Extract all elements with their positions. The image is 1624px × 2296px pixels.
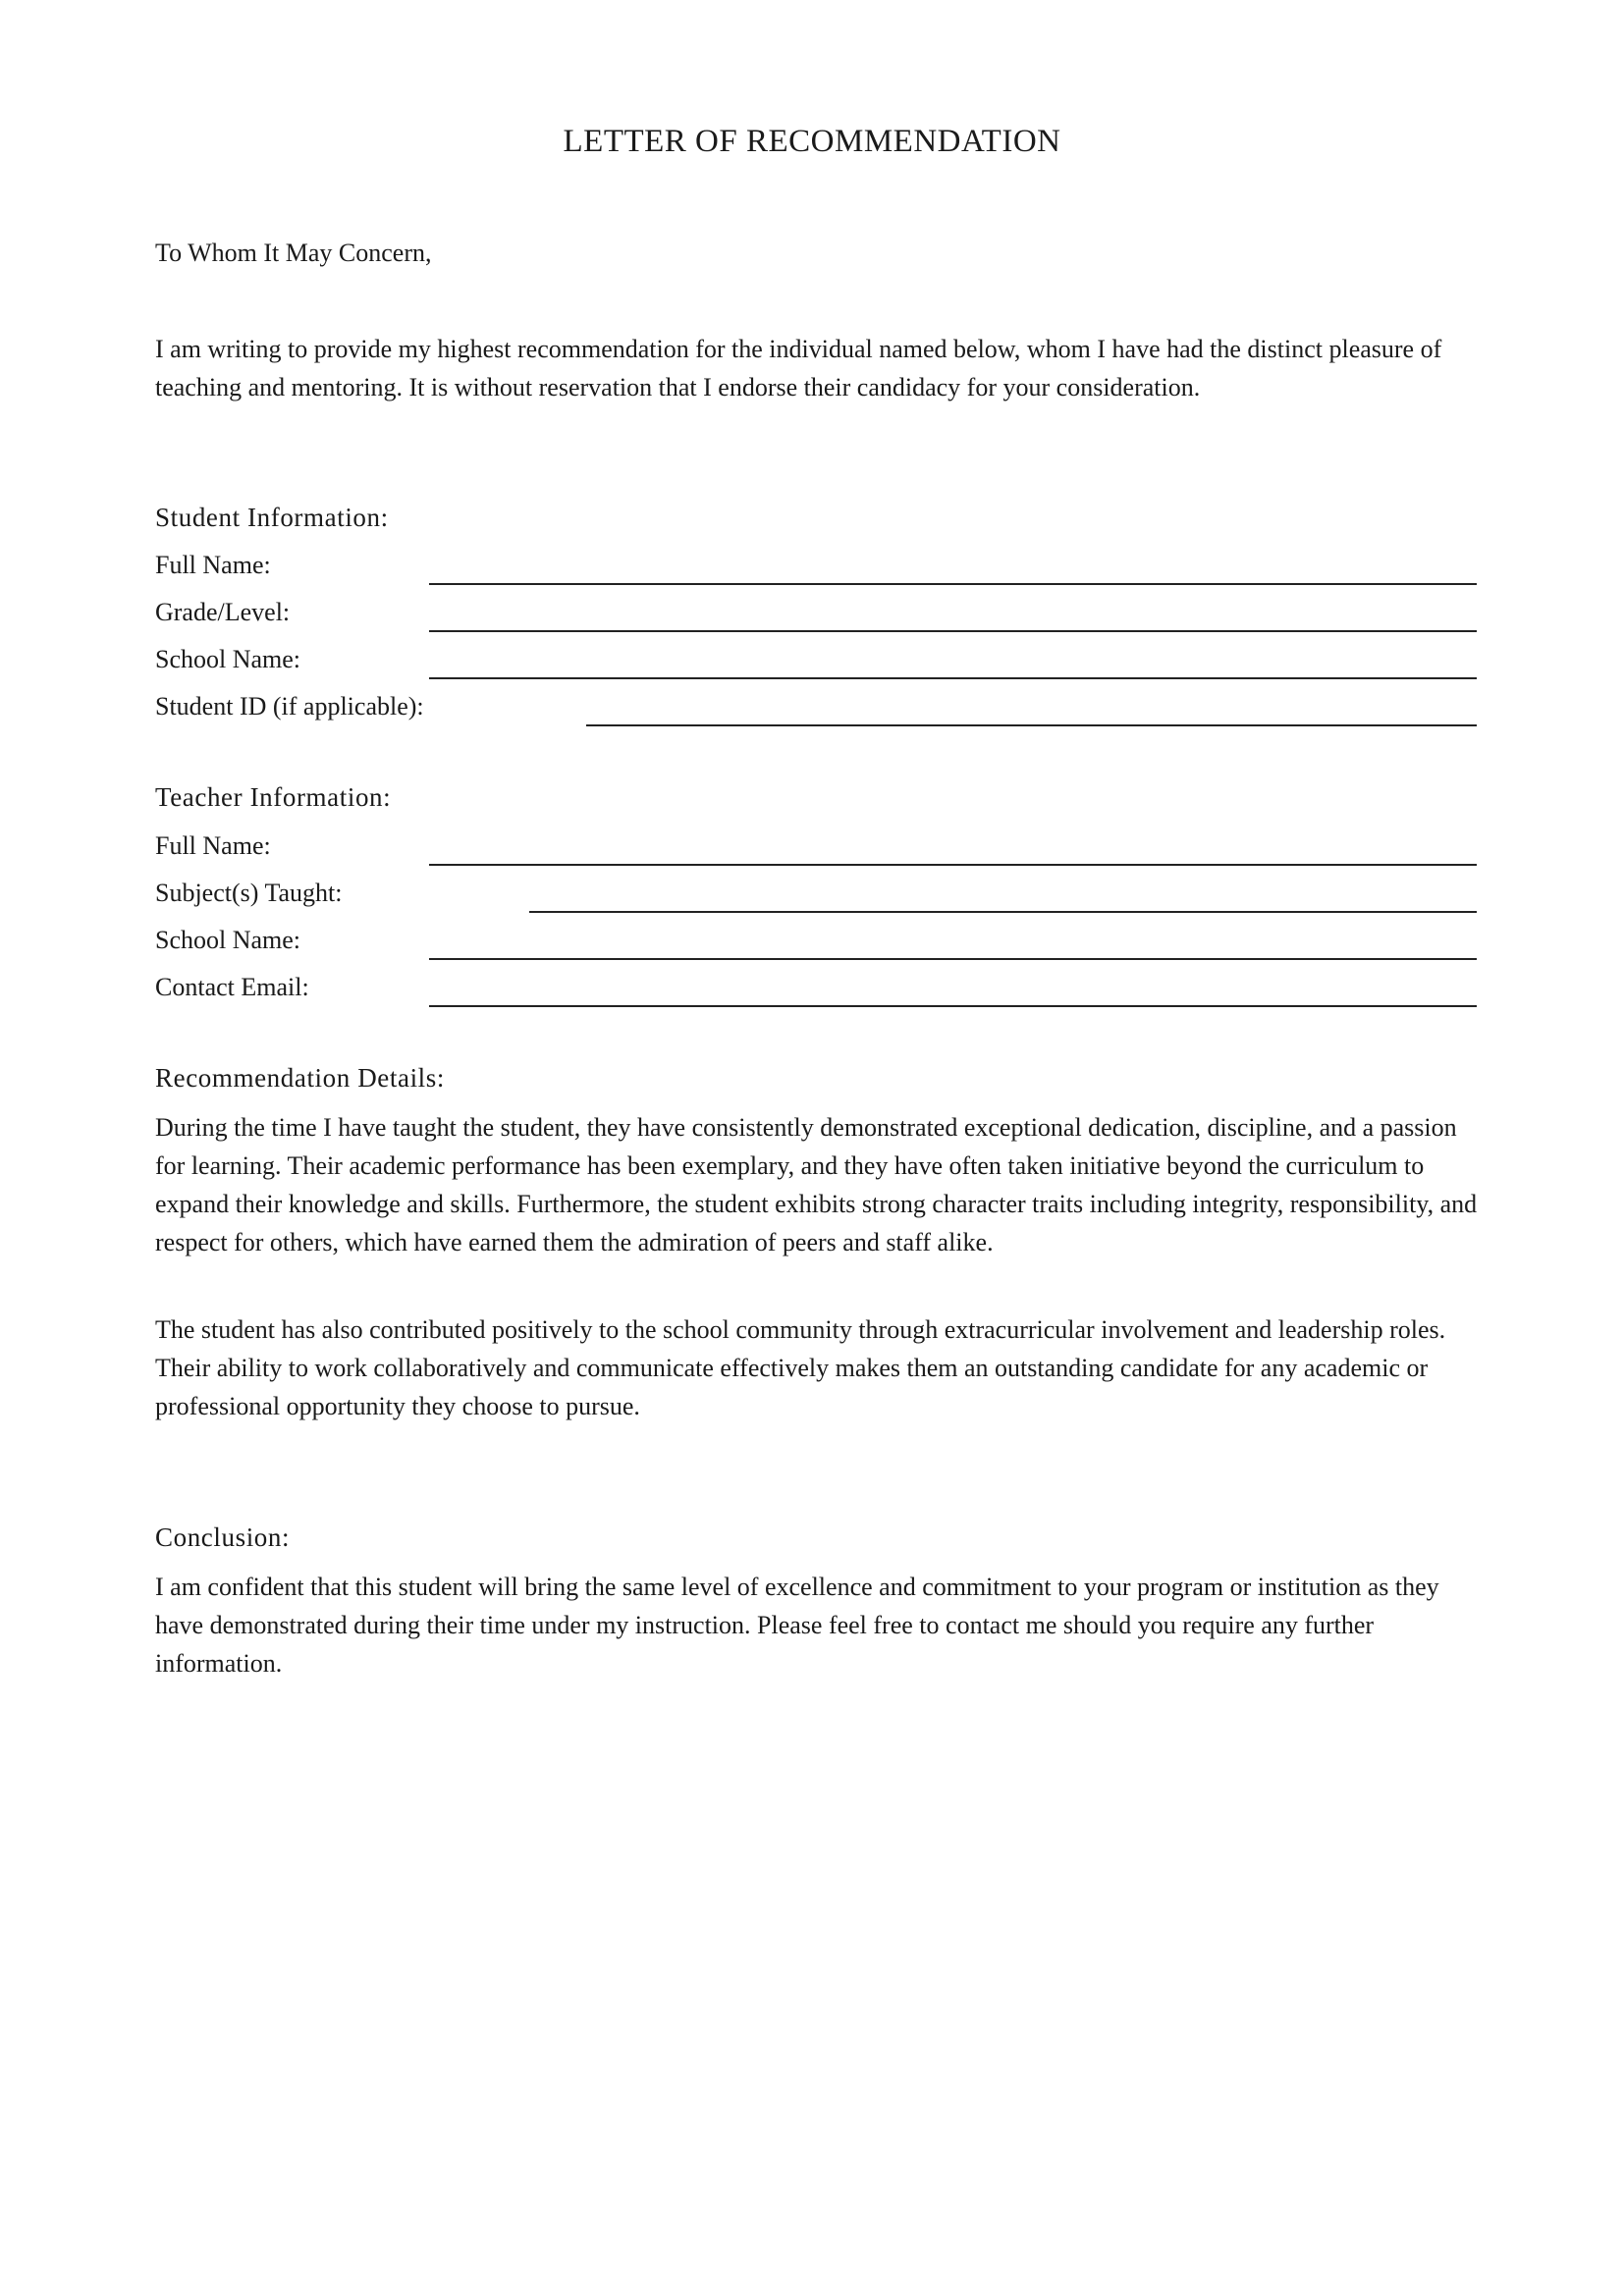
- field-label: Full Name:: [155, 831, 271, 860]
- conclusion-paragraph: I am confident that this student will bring the same level of excellence and commitment to your program or institution as they have demonstrated during their time under my instruction. Please feel free to contact me should you require any further information.: [155, 1573, 1439, 1678]
- field-label: Student ID (if applicable):: [155, 692, 424, 721]
- student-grade-line[interactable]: [429, 630, 1477, 632]
- student-full-name-field[interactable]: [155, 546, 1477, 585]
- field-label: Full Name:: [155, 551, 271, 579]
- field-label: Grade/Level:: [155, 598, 291, 626]
- details-heading: Recommendation Details:: [155, 1063, 445, 1093]
- intro-paragraph: I am writing to provide my highest recommendation for the individual named below, whom I have had the distinct pleasure of teaching and mentoring. It is without reservation that I endorse their candidacy for your consideration.: [155, 335, 1442, 401]
- teacher-full-name-line[interactable]: [429, 864, 1477, 866]
- field-label: Contact Email:: [155, 973, 309, 1001]
- teacher-full-name-field[interactable]: [155, 827, 1477, 866]
- student-grade-field[interactable]: [155, 593, 1477, 632]
- field-label: School Name:: [155, 645, 301, 673]
- conclusion-heading: Conclusion:: [155, 1522, 291, 1552]
- letter-title: LETTER OF RECOMMENDATION: [563, 124, 1061, 159]
- teacher-email-line[interactable]: [429, 1005, 1477, 1007]
- teacher-subjects-line[interactable]: [529, 911, 1477, 913]
- details-paragraph-2: The student has also contributed positively to the school community through extracurricular involvement and leadership roles. Their ability to work collaboratively and communicate effectively makes them an outstanding candidate for any academic or professional opportunity they choose to pursue.: [155, 1315, 1446, 1420]
- student-info-heading: Student Information:: [155, 503, 389, 532]
- student-school-line[interactable]: [429, 677, 1477, 679]
- teacher-school-line[interactable]: [429, 958, 1477, 960]
- teacher-school-field[interactable]: [155, 921, 1477, 960]
- student-school-field[interactable]: [155, 640, 1477, 679]
- teacher-email-field[interactable]: [155, 968, 1477, 1007]
- field-label: Subject(s) Taught:: [155, 879, 343, 907]
- teacher-info-heading: Teacher Information:: [155, 782, 392, 812]
- student-full-name-line[interactable]: [429, 583, 1477, 585]
- student-id-line[interactable]: [586, 724, 1477, 726]
- field-label: School Name:: [155, 926, 301, 954]
- student-id-field[interactable]: [155, 687, 1477, 726]
- salutation: To Whom It May Concern,: [155, 239, 432, 267]
- teacher-subjects-field[interactable]: [155, 874, 1477, 913]
- details-paragraph-1: During the time I have taught the student, they have consistently demonstrated exceptional dedication, discipline, and a passion for learning. Their academic performance has been exemplary, and they have often taken initiative beyond the curriculum to expand their knowledge and skills. Furthermore, the student exhibits strong character traits including integrity, responsibility, and respect for others, which have earned them the admiration of peers and staff alike.: [155, 1113, 1478, 1256]
